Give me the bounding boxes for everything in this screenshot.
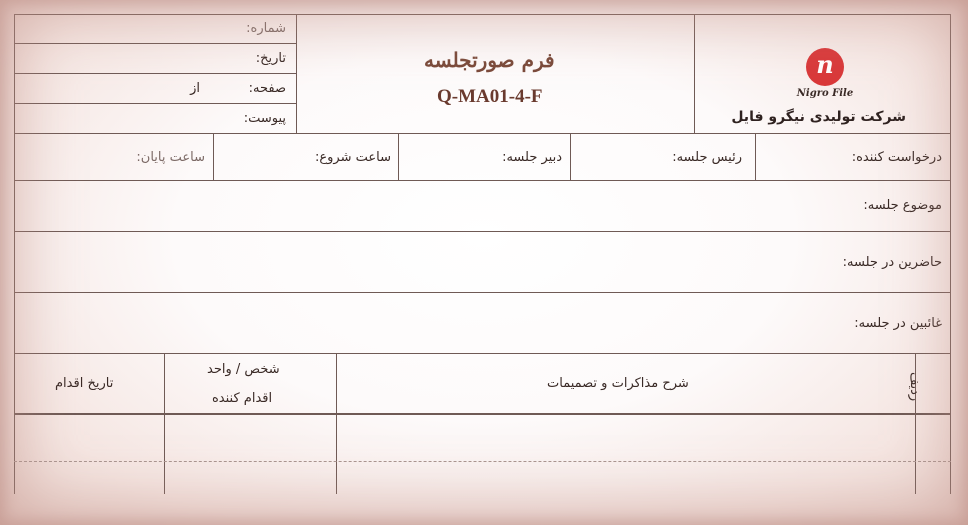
subject-bottom-line [14, 231, 951, 232]
attendees-bottom-line [14, 292, 951, 293]
table-header-bottom-line [14, 413, 951, 415]
frame-left-line [14, 14, 15, 494]
info-row-top-line [14, 133, 951, 134]
table-header-action-date: تاریخ اقدام [55, 376, 114, 391]
number-label: شماره: [246, 21, 286, 36]
form-code: Q-MA01-4-F [437, 86, 543, 107]
table-col-divider-2 [336, 353, 337, 494]
subject-label: موضوع جلسه: [863, 198, 942, 213]
secretary-label: دبیر جلسه: [502, 150, 562, 165]
table-header-person-line2: اقدام کننده [212, 391, 273, 406]
form-title: فرم صورتجلسه [424, 48, 555, 72]
page-label: صفحه: [248, 81, 286, 96]
info-divider-1 [213, 133, 214, 180]
table-header-description: شرح مذاکرات و تصمیمات [547, 376, 689, 391]
meta-line-1 [14, 43, 296, 44]
start-time-label: ساعت شروع: [315, 150, 391, 165]
chair-label: رئیس جلسه: [672, 150, 742, 165]
attachment-label: پیوست: [243, 111, 286, 126]
table-row-dashed-line-1 [14, 461, 951, 462]
info-divider-3 [570, 133, 571, 180]
company-logo: n [806, 48, 844, 86]
company-logo-text: Nigro File [796, 88, 854, 99]
table-col-divider-1 [164, 353, 165, 494]
info-divider-2 [398, 133, 399, 180]
table-header-row-number: ردیف [907, 372, 922, 402]
requester-label: درخواست کننده: [851, 150, 942, 165]
frame-right-line [950, 14, 951, 494]
table-header-person-line1: شخص / واحد [207, 362, 280, 377]
info-row-bottom-line [14, 180, 951, 181]
absentees-bottom-line [14, 353, 951, 354]
frame-top-line [14, 14, 951, 15]
end-time-label: ساعت پایان: [136, 150, 205, 165]
absentees-label: غائبین در جلسه: [854, 316, 942, 331]
company-name: شرکت تولیدی نیگرو فایل [731, 109, 906, 125]
meta-line-3 [14, 103, 296, 104]
date-label: تاریخ: [255, 51, 286, 66]
header-divider-left [296, 14, 297, 133]
attendees-label: حاضرین در جلسه: [842, 255, 942, 270]
info-divider-4 [755, 133, 756, 180]
header-divider-right [694, 14, 695, 133]
page-of-label: از [190, 81, 200, 96]
meta-line-2 [14, 73, 296, 74]
